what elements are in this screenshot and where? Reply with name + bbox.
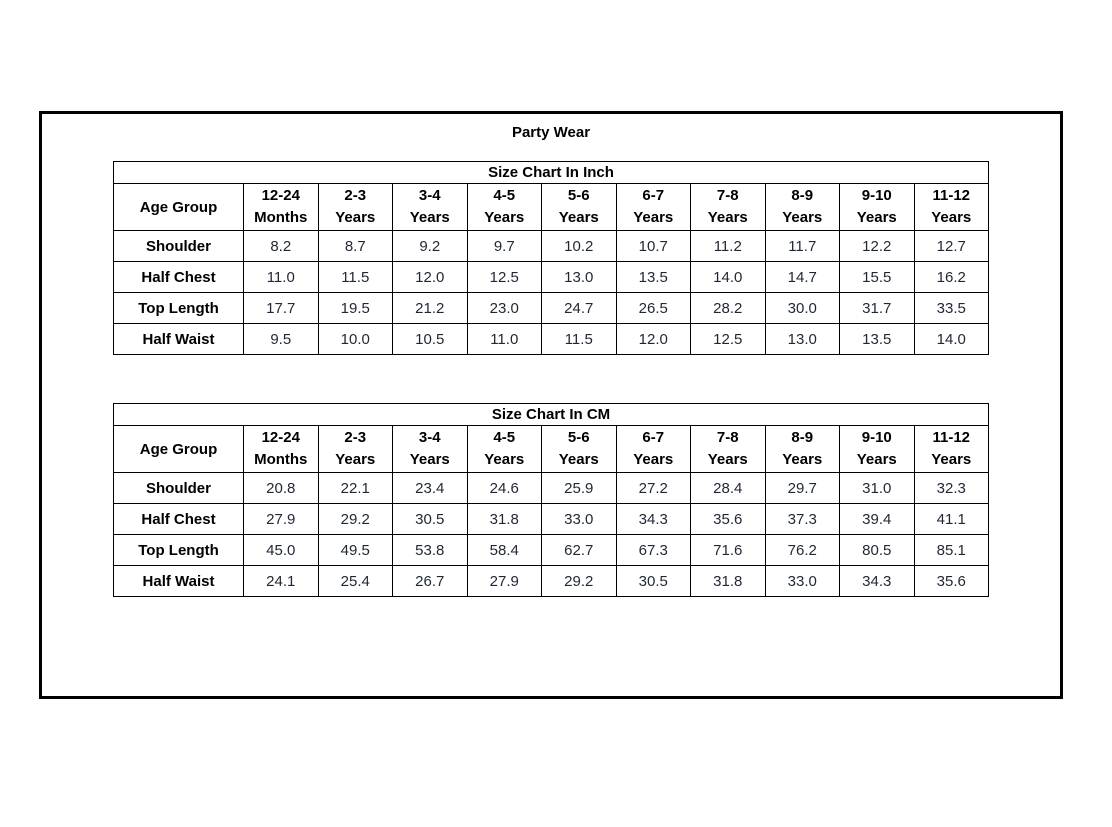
- column-header: [914, 426, 989, 473]
- table-title-row: [114, 162, 989, 184]
- value-cell: 85.1: [914, 535, 989, 566]
- column-header-line2: Years: [931, 451, 972, 468]
- value-cell: 33.0: [542, 504, 617, 535]
- column-header: [244, 426, 319, 473]
- table-title-row: [114, 404, 989, 426]
- value-cell: 39.4: [840, 504, 915, 535]
- column-header-line1: 7-8: [716, 428, 739, 446]
- value-cell: 53.8: [393, 535, 468, 566]
- value-cell: 14.0: [691, 262, 766, 293]
- row-label: Half Waist: [114, 566, 244, 597]
- row-label: Shoulder: [114, 231, 244, 262]
- column-header-line1: 2-3: [344, 186, 367, 204]
- value-cell: 9.5: [244, 324, 319, 355]
- value-cell: 62.7: [542, 535, 617, 566]
- value-cell: 11.5: [318, 262, 393, 293]
- column-header: [467, 426, 542, 473]
- column-header-line2: Years: [707, 451, 748, 468]
- value-cell: 30.0: [765, 293, 840, 324]
- value-cell: 37.3: [765, 504, 840, 535]
- column-header-line2: Years: [558, 451, 599, 468]
- value-cell: 12.5: [467, 262, 542, 293]
- value-cell: 71.6: [691, 535, 766, 566]
- column-header-line1: 3-4: [418, 428, 441, 446]
- value-cell: 25.4: [318, 566, 393, 597]
- column-header-line2: Years: [633, 451, 674, 468]
- table-title: Size Chart In CM: [114, 404, 989, 426]
- value-cell: 24.6: [467, 473, 542, 504]
- column-header: [542, 184, 617, 231]
- column-header: [318, 426, 393, 473]
- age-group-header: Age Group: [114, 426, 244, 473]
- value-cell: 13.0: [542, 262, 617, 293]
- value-cell: 32.3: [914, 473, 989, 504]
- column-header-line2: Years: [931, 209, 972, 226]
- column-header: [318, 184, 393, 231]
- column-header: [393, 426, 468, 473]
- row-label: Half Chest: [114, 262, 244, 293]
- row-label: Half Waist: [114, 324, 244, 355]
- value-cell: 23.0: [467, 293, 542, 324]
- value-cell: 8.7: [318, 231, 393, 262]
- value-cell: 10.2: [542, 231, 617, 262]
- column-header-line2: Months: [254, 209, 308, 226]
- value-cell: 29.2: [318, 504, 393, 535]
- value-cell: 41.1: [914, 504, 989, 535]
- column-header-line1: 8-9: [791, 428, 814, 446]
- value-cell: 45.0: [244, 535, 319, 566]
- column-header-line1: 4-5: [493, 428, 516, 446]
- table-row: [114, 473, 989, 504]
- column-header-line1: 3-4: [418, 186, 441, 204]
- table-row: [114, 535, 989, 566]
- size-chart-table-cm: [113, 403, 989, 597]
- column-header-line1: 11-12: [932, 186, 971, 204]
- value-cell: 49.5: [318, 535, 393, 566]
- value-cell: 12.5: [691, 324, 766, 355]
- value-cell: 58.4: [467, 535, 542, 566]
- value-cell: 12.0: [616, 324, 691, 355]
- column-header-line2: Years: [335, 451, 376, 468]
- value-cell: 13.5: [840, 324, 915, 355]
- row-label: Top Length: [114, 293, 244, 324]
- value-cell: 11.0: [244, 262, 319, 293]
- value-cell: 11.0: [467, 324, 542, 355]
- value-cell: 24.1: [244, 566, 319, 597]
- column-header-line1: 12-24: [261, 428, 300, 446]
- value-cell: 20.8: [244, 473, 319, 504]
- value-cell: 13.5: [616, 262, 691, 293]
- value-cell: 27.9: [244, 504, 319, 535]
- value-cell: 35.6: [691, 504, 766, 535]
- column-header-line1: 2-3: [344, 428, 367, 446]
- column-header-line2: Years: [856, 451, 897, 468]
- column-header-line1: 11-12: [932, 428, 971, 446]
- column-header-line1: 5-6: [567, 428, 590, 446]
- column-header-line2: Years: [633, 209, 674, 226]
- column-header: [616, 184, 691, 231]
- header-row: [114, 184, 989, 231]
- table-row: [114, 262, 989, 293]
- table-row: [114, 231, 989, 262]
- size-chart-frame: [39, 111, 1063, 699]
- value-cell: 24.7: [542, 293, 617, 324]
- column-header-line2: Years: [484, 209, 525, 226]
- value-cell: 34.3: [840, 566, 915, 597]
- column-header-line1: 6-7: [642, 428, 665, 446]
- column-header: [393, 184, 468, 231]
- value-cell: 26.7: [393, 566, 468, 597]
- row-label: Half Chest: [114, 504, 244, 535]
- column-header-line2: Months: [254, 451, 308, 468]
- column-header: [840, 426, 915, 473]
- value-cell: 15.5: [840, 262, 915, 293]
- column-header-line1: 9-10: [861, 428, 892, 446]
- value-cell: 22.1: [318, 473, 393, 504]
- value-cell: 29.7: [765, 473, 840, 504]
- value-cell: 10.7: [616, 231, 691, 262]
- value-cell: 10.0: [318, 324, 393, 355]
- value-cell: 26.5: [616, 293, 691, 324]
- value-cell: 12.7: [914, 231, 989, 262]
- table-row: [114, 504, 989, 535]
- value-cell: 14.0: [914, 324, 989, 355]
- value-cell: 14.7: [765, 262, 840, 293]
- column-header: [691, 184, 766, 231]
- value-cell: 31.8: [467, 504, 542, 535]
- column-header-line1: 12-24: [261, 186, 300, 204]
- value-cell: 9.7: [467, 231, 542, 262]
- value-cell: 31.8: [691, 566, 766, 597]
- row-label: Shoulder: [114, 473, 244, 504]
- value-cell: 27.9: [467, 566, 542, 597]
- value-cell: 28.2: [691, 293, 766, 324]
- column-header: [616, 426, 691, 473]
- column-header-line1: 7-8: [716, 186, 739, 204]
- value-cell: 21.2: [393, 293, 468, 324]
- column-header-line2: Years: [782, 209, 823, 226]
- column-header: [765, 184, 840, 231]
- value-cell: 28.4: [691, 473, 766, 504]
- value-cell: 31.0: [840, 473, 915, 504]
- value-cell: 30.5: [616, 566, 691, 597]
- column-header-line2: Years: [335, 209, 376, 226]
- column-header-line2: Years: [558, 209, 599, 226]
- value-cell: 27.2: [616, 473, 691, 504]
- column-header-line1: 5-6: [567, 186, 590, 204]
- size-chart-table-inch: [113, 161, 989, 355]
- value-cell: 13.0: [765, 324, 840, 355]
- row-label: Top Length: [114, 535, 244, 566]
- header-row: [114, 426, 989, 473]
- column-header-line2: Years: [856, 209, 897, 226]
- column-header-line2: Years: [782, 451, 823, 468]
- value-cell: 8.2: [244, 231, 319, 262]
- value-cell: 25.9: [542, 473, 617, 504]
- value-cell: 35.6: [914, 566, 989, 597]
- table-row: [114, 293, 989, 324]
- value-cell: 23.4: [393, 473, 468, 504]
- value-cell: 33.5: [914, 293, 989, 324]
- column-header: [542, 426, 617, 473]
- value-cell: 33.0: [765, 566, 840, 597]
- value-cell: 29.2: [542, 566, 617, 597]
- table-row: [114, 566, 989, 597]
- value-cell: 31.7: [840, 293, 915, 324]
- value-cell: 10.5: [393, 324, 468, 355]
- value-cell: 12.0: [393, 262, 468, 293]
- column-header-line2: Years: [409, 209, 450, 226]
- column-header: [765, 426, 840, 473]
- value-cell: 11.7: [765, 231, 840, 262]
- value-cell: 30.5: [393, 504, 468, 535]
- column-header-line2: Years: [409, 451, 450, 468]
- column-header: [691, 426, 766, 473]
- value-cell: 16.2: [914, 262, 989, 293]
- table-row: [114, 324, 989, 355]
- column-header: [840, 184, 915, 231]
- value-cell: 19.5: [318, 293, 393, 324]
- column-header-line1: 9-10: [861, 186, 892, 204]
- column-header: [244, 184, 319, 231]
- column-header: [914, 184, 989, 231]
- column-header: [467, 184, 542, 231]
- value-cell: 80.5: [840, 535, 915, 566]
- column-header-line1: 6-7: [642, 186, 665, 204]
- value-cell: 11.2: [691, 231, 766, 262]
- value-cell: 76.2: [765, 535, 840, 566]
- age-group-header: Age Group: [114, 184, 244, 231]
- table-title: Size Chart In Inch: [114, 162, 989, 184]
- page-title: Party Wear: [511, 124, 591, 141]
- column-header-line2: Years: [707, 209, 748, 226]
- column-header-line1: 8-9: [791, 186, 814, 204]
- column-header-line1: 4-5: [493, 186, 516, 204]
- value-cell: 12.2: [840, 231, 915, 262]
- value-cell: 67.3: [616, 535, 691, 566]
- value-cell: 9.2: [393, 231, 468, 262]
- value-cell: 34.3: [616, 504, 691, 535]
- column-header-line2: Years: [484, 451, 525, 468]
- value-cell: 17.7: [244, 293, 319, 324]
- value-cell: 11.5: [542, 324, 617, 355]
